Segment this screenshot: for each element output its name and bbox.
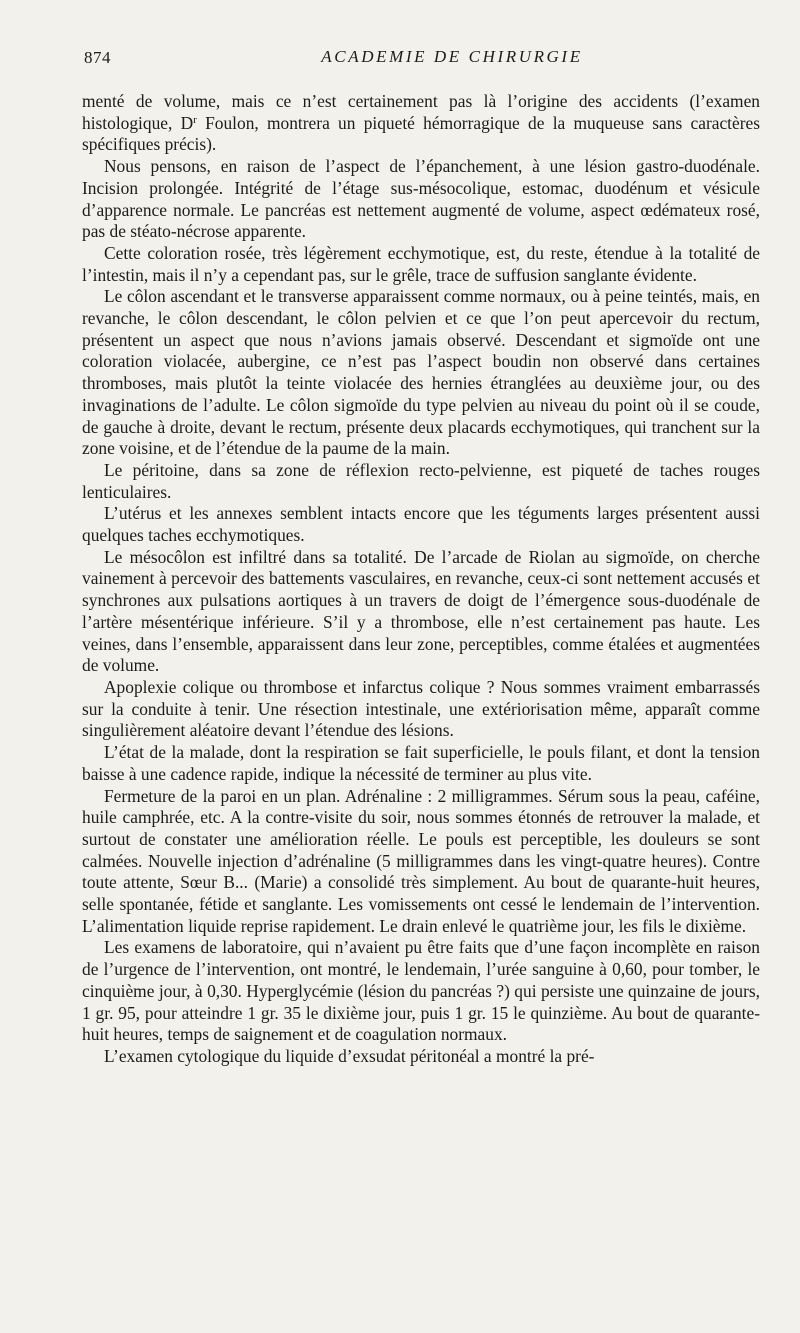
paragraph-11: L’examen cytologique du liquide d’exsudat péritonéal a montré la pré- (104, 1045, 595, 1066)
superscript: r (193, 113, 197, 126)
paragraph-8: L’état de la malade, dont la respiration se fait superficielle, le pouls filant, et dont la tension baisse à une cadence rapide, indique la nécessité de terminer au plus vite. (82, 742, 760, 784)
page-header (84, 44, 760, 72)
paragraph-0-text-cont: Foulon, montrera un piqueté hémorragique de la muqueuse sans caractères spécifiques précis). (82, 112, 761, 155)
running-title: ACADEMIE DE CHIRURGIE (321, 47, 583, 66)
paragraph-0-text: menté de volume, mais ce n’est certainement pas là l’origine des accidents (l’examen histologique, D (82, 91, 760, 133)
paragraph-4: Le péritoine, dans sa zone de réflexion recto-pelvienne, est piqueté de taches rouges lenticulaires. (82, 459, 760, 502)
paragraph-3: Le côlon ascendant et le transverse apparaissent comme normaux, ou à peine teintés, mais, en revanche, le côlon descendant, le côlon pelvien et ce que l’on peut apercevoir du rectum, présentent un aspect que nous n’avions jamais observé. Descendant et sigmoïde ont une coloration violacée, aubergine, ce n’est pas l’aspect boudin non observé dans certaines thromboses, mais plutôt la teinte violacée des hernies étranglées au deuxième jour, ou des invaginations de l’adulte. Le côlon sigmoïde du type pelvien au niveau du point où il se coude, de gauche à droite, devant le rectum, présente deux placards ecchymotiques, qui tranchent sur la zone voisine, et de l’étendue de la paume de la main. (82, 286, 760, 459)
paragraph-0 (82, 91, 760, 156)
paragraph-2: Cette coloration rosée, très légèrement ecchymotique, est, du reste, étendue à la totalité de l’intestin, mais il n’y a cependant pas, sur le grêle, trace de suffusion sanglante évidente. (82, 242, 760, 285)
paragraph-10: Les examens de laboratoire, qui n’avaient pu être faits que d’une façon incomplète en raison de l’urgence de l’intervention, ont montré, le lendemain, l’urée sanguine à 0,60, pour tomber, le cinquième jour, à 0,30. Hyperglycémie (lésion du pancréas ?) qui persiste une quinzaine de jours, 1 gr. 95, pour atteindre 1 gr. 35 le dixième jour, puis 1 gr. 15 le quinzième. Au bout de quarante-huit heures, temps de saignement et de coagulation normaux. (82, 937, 760, 1045)
paragraph-5: L’utérus et les annexes semblent intacts encore que les téguments larges présentent aussi quelques taches ecchymotiques. (82, 503, 760, 546)
page-number: 874 (84, 48, 111, 67)
paragraph-7: Apoplexie colique ou thrombose et infarctus colique ? Nous sommes vraiment embarrassés sur la conduite à tenir. Une résection intestinale, une extériorisation même, apparaît comme singulièrement aléatoire devant l’étendue des lésions. (82, 676, 760, 741)
paragraph-6: Le mésocôlon est infiltré dans sa totalité. De l’arcade de Riolan au sigmoïde, on cherche vainement à percevoir des battements vasculaires, en revanche, ceux-ci sont nettement accusés et synchrones aux pulsations aortiques à un travers de doigt de l’émergence sous-duodénale de l’artère mésentérique inférieure. S’il y a thrombose, elle n’est certainement pas haute. Les veines, dans l’ensemble, apparaissent dans leur zone, perceptibles, comme étalées et augmentées de volume. (82, 546, 760, 676)
body-text (82, 91, 760, 1068)
paragraph-1: Nous pensons, en raison de l’aspect de l’épanchement, à une lésion gastro-duodénale. Incision prolongée. Intégrité de l’étage sus-mésocolique, estomac, duodénum et vésicule d’apparence normale. Le pancréas est nettement augmenté de volume, aspect œdémateux rosé, pas de stéato-nécrose apparente. (82, 156, 760, 242)
paragraph-9: Fermeture de la paroi en un plan. Adrénaline : 2 milligrammes. Sérum sous la peau, caféine, huile camphrée, etc. A la contre-visite du soir, nous sommes étonnés de retrouver la malade, et surtout de constater une amélioration réelle. Le pouls est perceptible, les douleurs se sont calmées. Nouvelle injection d’adrénaline (5 milligrammes dans les vingt-quatre heures). Contre toute attente, Sœur B... (Marie) a consolidé très simplement. Au bout de quarante-huit heures, selle spontanée, fétide et sanglante. Les vomissements ont cessé le lendemain de l’intervention. L’alimentation liquide reprise rapidement. Le drain enlevé le quatrième jour, les fils le dixième. (82, 785, 760, 936)
